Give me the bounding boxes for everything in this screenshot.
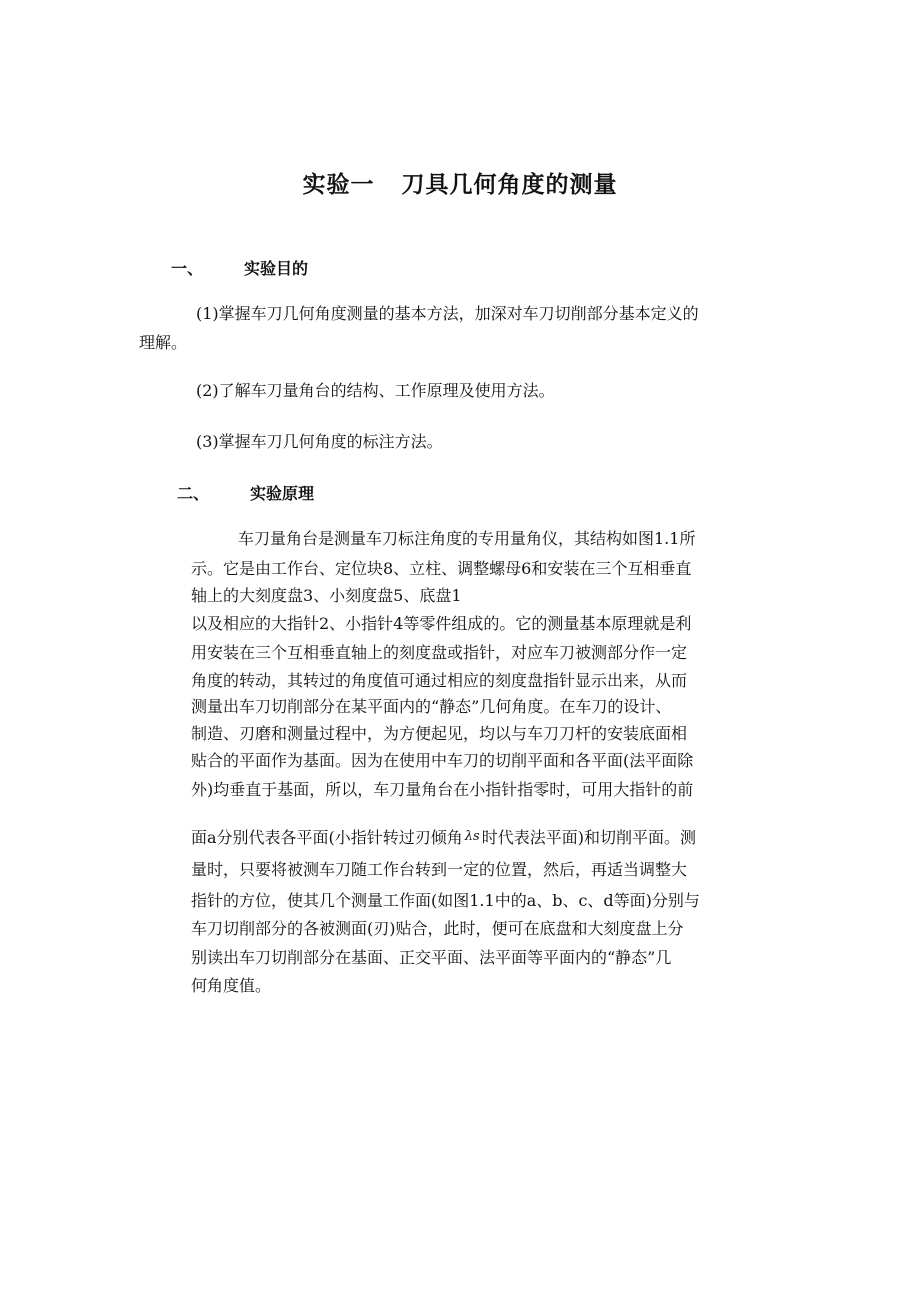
objective-3: (3)掌握车刀几何角度的标注方法。 [196, 432, 443, 451]
principle-line-7: 测量出车刀切削部分在某平面内的“静态”几何角度。在车刀的设计、 [191, 697, 672, 716]
inclination-angle-symbol: λs [464, 829, 480, 844]
principle-line-11: 量时，只要将被测车刀随工作台转到一定的位置，然后，再适当调整大 [191, 860, 688, 879]
section-1-title: 实验目的 [244, 259, 309, 278]
principle-line-14: 别读出车刀切削部分在基面、正交平面、法平面等平面内的“静态”几 [191, 948, 672, 967]
principle-formula-line [191, 827, 696, 848]
section-2-title: 实验原理 [250, 484, 315, 503]
objective-1-line-1: (1)掌握车刀几何角度测量的基本方法，加深对车刀切削部分基本定义的 [196, 304, 699, 323]
principle-line-10: 外)均垂直于基面，所以，车刀量角台在小指针指零时，可用大指针的前 [191, 780, 694, 799]
formula-text-after: 时代表法平面)和切削平面。测 [481, 828, 696, 847]
principle-line-2: 示。它是由工作台、定位块8、立柱、调整螺母6和安装在三个互相垂直 [191, 559, 692, 578]
principle-line-6: 角度的转动，其转过的角度值可通过相应的刻度盘指针显示出来，从而 [191, 671, 688, 690]
principle-line-15: 何角度值。 [191, 976, 272, 995]
objective-1-line-2: 理解。 [139, 333, 188, 352]
principle-line-13: 车刀切削部分的各被测面(刃)贴合，此时，便可在底盘和大刻度盘上分 [191, 919, 684, 938]
section-2-heading [177, 481, 377, 503]
principle-line-5: 用安装在三个互相垂直轴上的刻度盘或指针，对应车刀被测部分作一定 [191, 643, 688, 662]
principle-line-12: 指针的方位，使其几个测量工作面(如图1.1中的a、b、c、d等面)分别与 [191, 891, 700, 910]
formula-text-before: 面a分别代表各平面(小指针转过刃倾角 [191, 828, 463, 847]
objective-2: (2)了解车刀量角台的结构、工作原理及使用方法。 [196, 381, 555, 400]
principle-line-1: 车刀量角台是测量车刀标注角度的专用量角仪，其结构如图1.1所 [238, 529, 696, 548]
principle-line-8: 制造、刃磨和测量过程中，为方便起见，均以与车刀刀杆的安装底面相 [191, 724, 688, 743]
principle-line-4: 以及相应的大指针2、小指针4等零件组成的。它的测量基本原理就是利 [191, 614, 692, 633]
principle-line-9: 贴合的平面作为基面。因为在使用中车刀的切削平面和各平面(法平面除 [191, 751, 694, 770]
section-2-number: 二、 [177, 484, 210, 503]
section-1-number: 一、 [171, 259, 204, 278]
principle-line-3: 轴上的大刻度盘3、小刻度盘5、底盘1 [191, 586, 462, 605]
section-1-heading [171, 256, 371, 278]
page-title: 实验一 刀具几何角度的测量 [302, 172, 618, 198]
